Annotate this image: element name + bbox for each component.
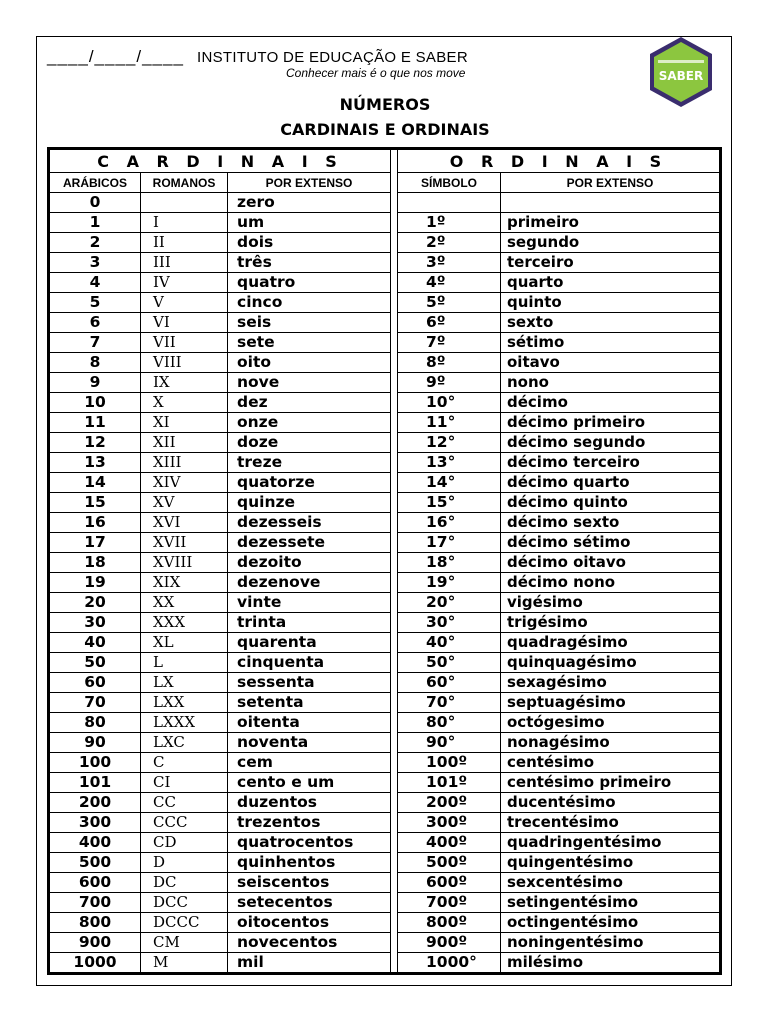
cell-roman: CC: [141, 793, 228, 813]
column-gap: [391, 333, 398, 353]
cell-cardinal-extenso: cento e um: [228, 773, 391, 793]
table-row: [49, 253, 721, 273]
cell-cardinal-extenso: duzentos: [228, 793, 391, 813]
cell-ordinal-symbol: 14°: [398, 473, 501, 493]
table-row: [49, 873, 721, 893]
column-gap: [391, 953, 398, 974]
cell-roman: XIV: [141, 473, 228, 493]
cell-roman: XII: [141, 433, 228, 453]
cell-ordinal-symbol: 300º: [398, 813, 501, 833]
cell-cardinal-extenso: seiscentos: [228, 873, 391, 893]
cell-ordinal-extenso: décimo nono: [501, 573, 721, 593]
cell-ordinal-symbol: 8º: [398, 353, 501, 373]
cell-arabic: 200: [49, 793, 141, 813]
table-row: [49, 213, 721, 233]
cell-ordinal-extenso: vigésimo: [501, 593, 721, 613]
table-row: [49, 193, 721, 213]
cell-roman: XXX: [141, 613, 228, 633]
cell-arabic: 101: [49, 773, 141, 793]
cell-cardinal-extenso: noventa: [228, 733, 391, 753]
table-row: [49, 333, 721, 353]
cell-roman: VII: [141, 333, 228, 353]
column-gap: [391, 873, 398, 893]
cell-cardinal-extenso: setenta: [228, 693, 391, 713]
cell-roman: DCC: [141, 893, 228, 913]
column-header-simbolo: SÍMBOLO: [398, 173, 501, 193]
table-row: [49, 473, 721, 493]
column-header-romanos: ROMANOS: [141, 173, 228, 193]
column-gap: [391, 673, 398, 693]
cell-ordinal-extenso: terceiro: [501, 253, 721, 273]
cell-ordinal-extenso: décimo quarto: [501, 473, 721, 493]
cell-arabic: 11: [49, 413, 141, 433]
table-row: [49, 633, 721, 653]
cell-ordinal-symbol: [398, 193, 501, 213]
cell-roman: DC: [141, 873, 228, 893]
cell-arabic: 18: [49, 553, 141, 573]
table-row: [49, 573, 721, 593]
cell-ordinal-extenso: octógesimo: [501, 713, 721, 733]
column-gap: [391, 693, 398, 713]
table-row: [49, 693, 721, 713]
cell-ordinal-extenso: oitavo: [501, 353, 721, 373]
cell-ordinal-symbol: 13°: [398, 453, 501, 473]
cell-cardinal-extenso: dezoito: [228, 553, 391, 573]
cell-ordinal-symbol: 30°: [398, 613, 501, 633]
cell-ordinal-extenso: centésimo: [501, 753, 721, 773]
cell-cardinal-extenso: dez: [228, 393, 391, 413]
cell-ordinal-extenso: sexcentésimo: [501, 873, 721, 893]
table-row: [49, 753, 721, 773]
cell-roman: [141, 193, 228, 213]
column-gap: [391, 853, 398, 873]
column-gap: [391, 793, 398, 813]
table-row: [49, 313, 721, 333]
cell-arabic: 600: [49, 873, 141, 893]
column-gap: [391, 193, 398, 213]
cell-ordinal-extenso: nono: [501, 373, 721, 393]
cell-roman: XIX: [141, 573, 228, 593]
cell-arabic: 90: [49, 733, 141, 753]
cell-cardinal-extenso: dezesseis: [228, 513, 391, 533]
cell-roman: I: [141, 213, 228, 233]
cell-roman: CD: [141, 833, 228, 853]
cell-cardinal-extenso: sessenta: [228, 673, 391, 693]
cell-arabic: 12: [49, 433, 141, 453]
cell-ordinal-symbol: 50°: [398, 653, 501, 673]
cell-ordinal-extenso: décimo quinto: [501, 493, 721, 513]
cell-ordinal-symbol: 70°: [398, 693, 501, 713]
cell-ordinal-extenso: centésimo primeiro: [501, 773, 721, 793]
cell-ordinal-symbol: 15°: [398, 493, 501, 513]
cell-ordinal-symbol: 4º: [398, 273, 501, 293]
cell-ordinal-symbol: 2º: [398, 233, 501, 253]
cell-ordinal-extenso: quingentésimo: [501, 853, 721, 873]
table-row: [49, 713, 721, 733]
column-gap: [391, 913, 398, 933]
cell-ordinal-extenso: décimo sétimo: [501, 533, 721, 553]
cell-cardinal-extenso: dois: [228, 233, 391, 253]
cell-arabic: 400: [49, 833, 141, 853]
cell-arabic: 13: [49, 453, 141, 473]
cell-roman: XV: [141, 493, 228, 513]
column-gap: [391, 713, 398, 733]
cell-cardinal-extenso: dezessete: [228, 533, 391, 553]
cell-arabic: 3: [49, 253, 141, 273]
cell-arabic: 80: [49, 713, 141, 733]
cell-arabic: 20: [49, 593, 141, 613]
group-header-cardinais: C A R D I N A I S: [49, 149, 391, 173]
cell-cardinal-extenso: quinze: [228, 493, 391, 513]
table-row: [49, 413, 721, 433]
column-gap: [391, 533, 398, 553]
cell-ordinal-extenso: nonagésimo: [501, 733, 721, 753]
cell-roman: CM: [141, 933, 228, 953]
cell-roman: III: [141, 253, 228, 273]
cell-roman: XIII: [141, 453, 228, 473]
cell-cardinal-extenso: seis: [228, 313, 391, 333]
cell-roman: IV: [141, 273, 228, 293]
table-row: [49, 653, 721, 673]
cell-cardinal-extenso: quatro: [228, 273, 391, 293]
cell-cardinal-extenso: doze: [228, 433, 391, 453]
column-gap: [391, 493, 398, 513]
column-gap: [391, 753, 398, 773]
cell-ordinal-extenso: quinto: [501, 293, 721, 313]
cell-cardinal-extenso: setecentos: [228, 893, 391, 913]
column-gap: [391, 373, 398, 393]
column-gap: [391, 553, 398, 573]
cell-ordinal-extenso: quadragésimo: [501, 633, 721, 653]
cell-ordinal-symbol: 10°: [398, 393, 501, 413]
table-row: [49, 553, 721, 573]
cell-ordinal-symbol: 400º: [398, 833, 501, 853]
column-gap: [391, 513, 398, 533]
cell-roman: IX: [141, 373, 228, 393]
cell-ordinal-symbol: 5º: [398, 293, 501, 313]
column-gap: [391, 413, 398, 433]
cell-roman: XVIII: [141, 553, 228, 573]
table-row: [49, 533, 721, 553]
column-header-extenso-ordinal: POR EXTENSO: [501, 173, 721, 193]
cell-cardinal-extenso: vinte: [228, 593, 391, 613]
cell-arabic: 4: [49, 273, 141, 293]
cell-roman: II: [141, 233, 228, 253]
cell-arabic: 700: [49, 893, 141, 913]
table-row: [49, 933, 721, 953]
table-row: [49, 393, 721, 413]
cell-ordinal-extenso: décimo terceiro: [501, 453, 721, 473]
cell-roman: D: [141, 853, 228, 873]
cell-ordinal-symbol: 1000°: [398, 953, 501, 974]
table-row: [49, 433, 721, 453]
cell-cardinal-extenso: oito: [228, 353, 391, 373]
cell-arabic: 15: [49, 493, 141, 513]
cell-ordinal-extenso: segundo: [501, 233, 721, 253]
cell-arabic: 1: [49, 213, 141, 233]
cell-ordinal-symbol: 12°: [398, 433, 501, 453]
cell-arabic: 9: [49, 373, 141, 393]
column-gap: [391, 453, 398, 473]
cell-ordinal-symbol: 16°: [398, 513, 501, 533]
institute-slogan: Conhecer mais é o que nos move: [286, 66, 466, 80]
cell-arabic: 16: [49, 513, 141, 533]
numbers-table: [47, 147, 722, 975]
column-gap: [391, 773, 398, 793]
cell-roman: LXXX: [141, 713, 228, 733]
worksheet: [36, 36, 732, 986]
cell-arabic: 2: [49, 233, 141, 253]
column-gap: [391, 633, 398, 653]
cell-arabic: 1000: [49, 953, 141, 974]
cell-cardinal-extenso: quinhentos: [228, 853, 391, 873]
cell-ordinal-extenso: setingentésimo: [501, 893, 721, 913]
column-gap: [391, 833, 398, 853]
cell-ordinal-symbol: 900º: [398, 933, 501, 953]
cell-roman: VI: [141, 313, 228, 333]
cell-arabic: 40: [49, 633, 141, 653]
group-header-ordinais: O R D I N A I S: [398, 149, 721, 173]
column-gap: [391, 149, 398, 173]
cell-ordinal-symbol: 7º: [398, 333, 501, 353]
page-subtitle: CARDINAIS E ORDINAIS: [280, 120, 490, 139]
column-gap: [391, 233, 398, 253]
table-row: [49, 853, 721, 873]
cell-arabic: 50: [49, 653, 141, 673]
cell-ordinal-extenso: décimo primeiro: [501, 413, 721, 433]
table-row: [49, 813, 721, 833]
cell-arabic: 14: [49, 473, 141, 493]
column-gap: [391, 293, 398, 313]
cell-ordinal-symbol: 90°: [398, 733, 501, 753]
cell-ordinal-symbol: 600º: [398, 873, 501, 893]
date-line: ____/____/____: [47, 47, 184, 66]
cell-ordinal-extenso: quadringentésimo: [501, 833, 721, 853]
cell-arabic: 900: [49, 933, 141, 953]
table-row: [49, 513, 721, 533]
cell-ordinal-symbol: 40°: [398, 633, 501, 653]
table-row: [49, 493, 721, 513]
table-row: [49, 793, 721, 813]
column-gap: [391, 573, 398, 593]
cell-roman: XVI: [141, 513, 228, 533]
cell-cardinal-extenso: dezenove: [228, 573, 391, 593]
column-header-arabicos: ARÁBICOS: [49, 173, 141, 193]
page-title: NÚMEROS: [339, 95, 431, 114]
cell-ordinal-extenso: décimo segundo: [501, 433, 721, 453]
cell-cardinal-extenso: quarenta: [228, 633, 391, 653]
column-gap: [391, 173, 398, 193]
table-row: [49, 953, 721, 974]
cell-ordinal-symbol: 3º: [398, 253, 501, 273]
cell-ordinal-extenso: trecentésimo: [501, 813, 721, 833]
cell-roman: XI: [141, 413, 228, 433]
cell-ordinal-extenso: décimo: [501, 393, 721, 413]
cell-roman: L: [141, 653, 228, 673]
cell-arabic: 30: [49, 613, 141, 633]
table-row: [49, 733, 721, 753]
cell-ordinal-symbol: 11°: [398, 413, 501, 433]
cell-ordinal-extenso: sexagésimo: [501, 673, 721, 693]
cell-ordinal-symbol: 18°: [398, 553, 501, 573]
cell-ordinal-symbol: 9º: [398, 373, 501, 393]
table-row: [49, 233, 721, 253]
column-gap: [391, 253, 398, 273]
cell-arabic: 6: [49, 313, 141, 333]
table-row: [49, 293, 721, 313]
cell-ordinal-symbol: 200º: [398, 793, 501, 813]
cell-arabic: 7: [49, 333, 141, 353]
cell-cardinal-extenso: três: [228, 253, 391, 273]
cell-roman: XVII: [141, 533, 228, 553]
column-gap: [391, 393, 398, 413]
cell-cardinal-extenso: sete: [228, 333, 391, 353]
cell-roman: DCCC: [141, 913, 228, 933]
table-row: [49, 353, 721, 373]
cell-ordinal-extenso: décimo oitavo: [501, 553, 721, 573]
cell-cardinal-extenso: oitenta: [228, 713, 391, 733]
column-header-extenso-cardinal: POR EXTENSO: [228, 173, 391, 193]
cell-roman: C: [141, 753, 228, 773]
cell-ordinal-symbol: 100º: [398, 753, 501, 773]
institute-name: INSTITUTO DE EDUCAÇÃO E SABER: [197, 49, 468, 66]
column-gap: [391, 653, 398, 673]
column-gap: [391, 433, 398, 453]
cell-roman: M: [141, 953, 228, 974]
cell-cardinal-extenso: mil: [228, 953, 391, 974]
cell-ordinal-extenso: octingentésimo: [501, 913, 721, 933]
column-gap: [391, 273, 398, 293]
cell-ordinal-extenso: noningentésimo: [501, 933, 721, 953]
cell-ordinal-symbol: 6º: [398, 313, 501, 333]
cell-arabic: 60: [49, 673, 141, 693]
cell-cardinal-extenso: trezentos: [228, 813, 391, 833]
cell-cardinal-extenso: um: [228, 213, 391, 233]
cell-cardinal-extenso: onze: [228, 413, 391, 433]
table-row: [49, 833, 721, 853]
table-row: [49, 913, 721, 933]
cell-ordinal-extenso: trigésimo: [501, 613, 721, 633]
cell-cardinal-extenso: cinquenta: [228, 653, 391, 673]
table-body: [49, 193, 721, 974]
cell-cardinal-extenso: cinco: [228, 293, 391, 313]
column-gap: [391, 933, 398, 953]
cell-roman: X: [141, 393, 228, 413]
cell-arabic: 70: [49, 693, 141, 713]
cell-arabic: 300: [49, 813, 141, 833]
cell-ordinal-extenso: milésimo: [501, 953, 721, 974]
table-row: [49, 613, 721, 633]
cell-ordinal-extenso: décimo sexto: [501, 513, 721, 533]
cell-ordinal-extenso: [501, 193, 721, 213]
cell-ordinal-extenso: ducentésimo: [501, 793, 721, 813]
cell-ordinal-extenso: primeiro: [501, 213, 721, 233]
cell-ordinal-symbol: 80°: [398, 713, 501, 733]
column-gap: [391, 613, 398, 633]
table-row: [49, 273, 721, 293]
cell-ordinal-symbol: 700º: [398, 893, 501, 913]
cell-roman: LXX: [141, 693, 228, 713]
cell-arabic: 8: [49, 353, 141, 373]
cell-ordinal-extenso: sétimo: [501, 333, 721, 353]
cell-arabic: 0: [49, 193, 141, 213]
cell-arabic: 19: [49, 573, 141, 593]
cell-ordinal-symbol: 17°: [398, 533, 501, 553]
table-row: [49, 893, 721, 913]
cell-cardinal-extenso: treze: [228, 453, 391, 473]
cell-arabic: 10: [49, 393, 141, 413]
cell-roman: CI: [141, 773, 228, 793]
cell-ordinal-extenso: quinquagésimo: [501, 653, 721, 673]
cell-ordinal-symbol: 101º: [398, 773, 501, 793]
cell-roman: XL: [141, 633, 228, 653]
table-row: [49, 453, 721, 473]
cell-arabic: 800: [49, 913, 141, 933]
cell-cardinal-extenso: quatrocentos: [228, 833, 391, 853]
table-row: [49, 593, 721, 613]
cell-cardinal-extenso: trinta: [228, 613, 391, 633]
cell-ordinal-symbol: 19°: [398, 573, 501, 593]
cell-ordinal-symbol: 1º: [398, 213, 501, 233]
cell-cardinal-extenso: zero: [228, 193, 391, 213]
column-gap: [391, 313, 398, 333]
cell-ordinal-symbol: 20°: [398, 593, 501, 613]
cell-ordinal-symbol: 60°: [398, 673, 501, 693]
logo-text: SABER: [658, 69, 704, 83]
cell-roman: VIII: [141, 353, 228, 373]
column-gap: [391, 593, 398, 613]
cell-arabic: 500: [49, 853, 141, 873]
cell-arabic: 17: [49, 533, 141, 553]
table-row: [49, 373, 721, 393]
cell-arabic: 5: [49, 293, 141, 313]
cell-roman: CCC: [141, 813, 228, 833]
cell-roman: LXC: [141, 733, 228, 753]
column-gap: [391, 353, 398, 373]
cell-ordinal-symbol: 800º: [398, 913, 501, 933]
cell-cardinal-extenso: oitocentos: [228, 913, 391, 933]
cell-roman: XX: [141, 593, 228, 613]
column-gap: [391, 473, 398, 493]
column-gap: [391, 813, 398, 833]
cell-cardinal-extenso: nove: [228, 373, 391, 393]
cell-cardinal-extenso: cem: [228, 753, 391, 773]
cell-cardinal-extenso: quatorze: [228, 473, 391, 493]
cell-ordinal-extenso: septuagésimo: [501, 693, 721, 713]
cell-ordinal-symbol: 500º: [398, 853, 501, 873]
cell-ordinal-extenso: sexto: [501, 313, 721, 333]
cell-roman: LX: [141, 673, 228, 693]
column-gap: [391, 733, 398, 753]
column-gap: [391, 213, 398, 233]
table-row: [49, 673, 721, 693]
cell-roman: V: [141, 293, 228, 313]
cell-ordinal-extenso: quarto: [501, 273, 721, 293]
column-gap: [391, 893, 398, 913]
table-row: [49, 773, 721, 793]
cell-cardinal-extenso: novecentos: [228, 933, 391, 953]
cell-arabic: 100: [49, 753, 141, 773]
